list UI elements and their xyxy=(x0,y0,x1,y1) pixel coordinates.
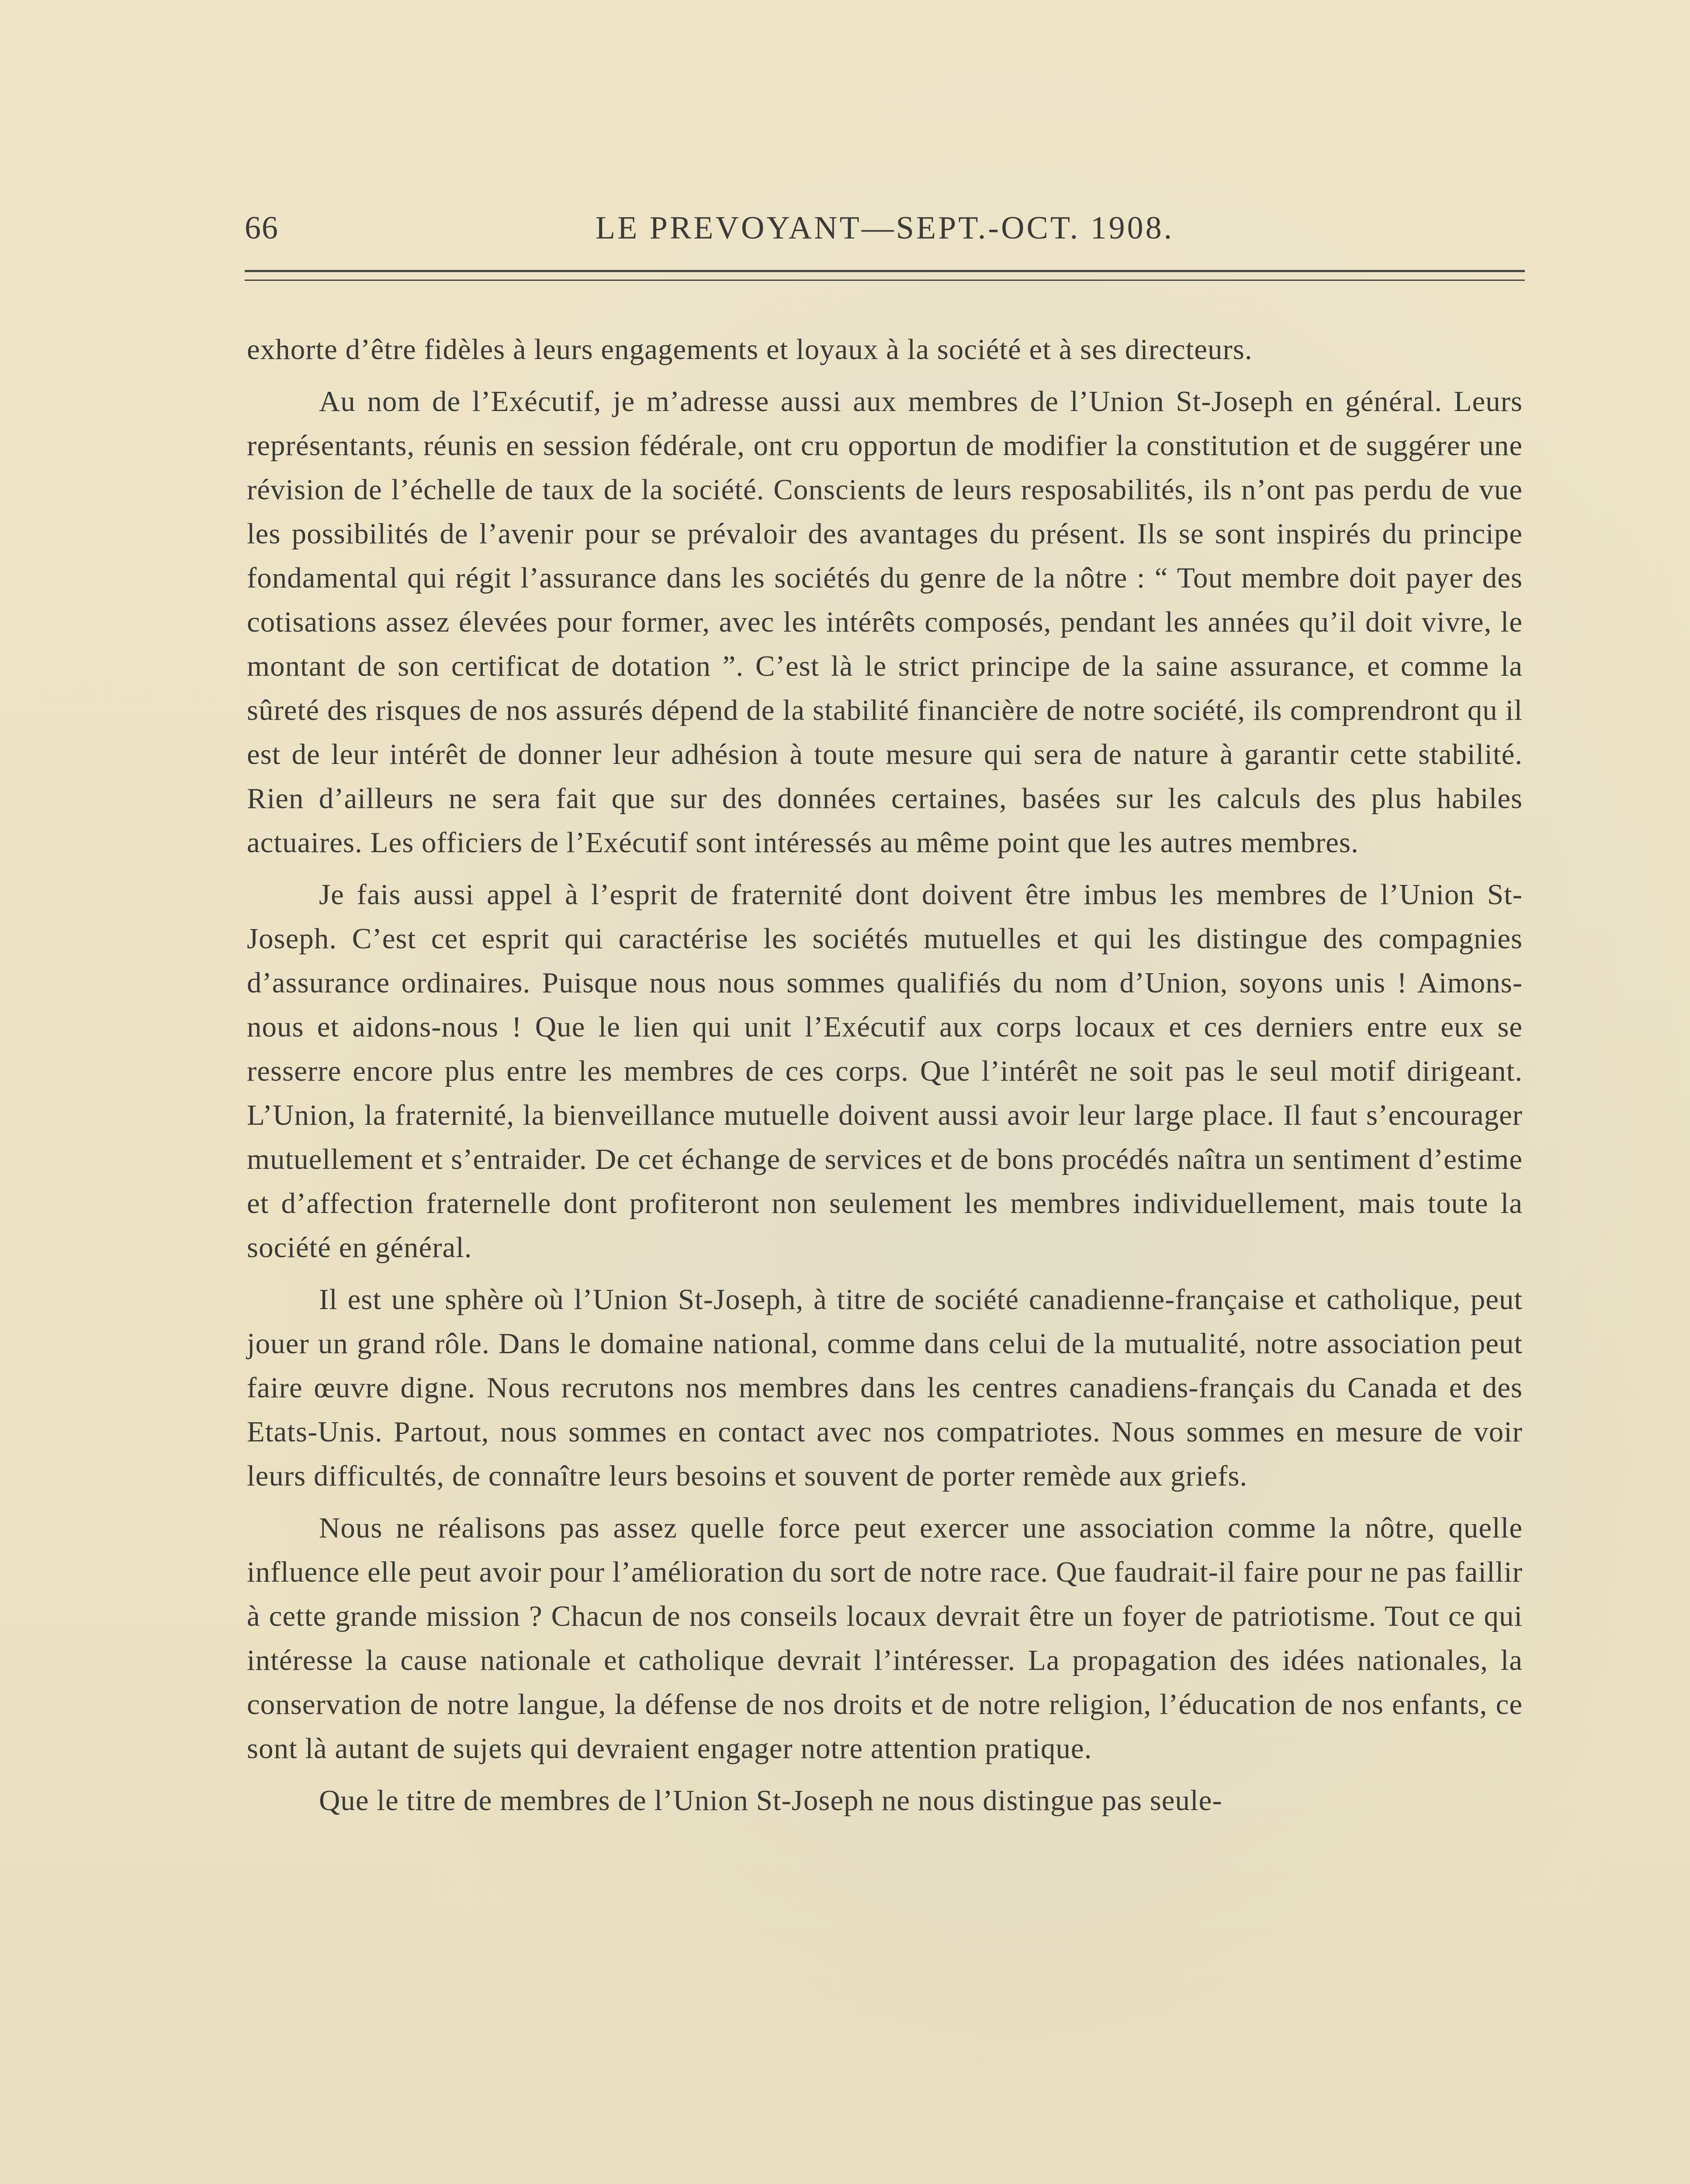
running-title: LE PREVOYANT—SEPT.-OCT. 1908. xyxy=(595,210,1174,246)
paragraph: exhorte d’être fidèles à leurs engagements et loyaux à la société et à ses directeurs. xyxy=(247,333,1253,366)
paragraph: Au nom de l’Exécutif, je m’adresse aussi aux membres de l’Union St-Joseph en général. Leurs représentants, réunis en session fédérale, ont cru opportun de modifier la constitution et de suggérer une révision de l’échelle de taux de la société. Conscients de leurs resposabilités, ils n’ont pas perdu de vue les possibilités de l’avenir pour se prévaloir des avantages du présent. Ils se sont inspirés du principe fondamental qui régit l’assurance dans les sociétés du genre de la nôtre : “ Tout membre doit payer des cotisations assez élevées pour former, avec les intérêts composés, pendant les années qu’il doit vivre, le montant de son certificat de dotation ”. C’est là le strict principe de la saine assurance, et comme la sûreté des risques de nos assurés dépend de la stabilité financière de notre société, ils comprendront qu il est de leur intérêt de donner leur adhésion à toute mesure qui sera de nature à garantir cette stabilité. Rien d’ailleurs ne sera fait que sur des données certaines, basées sur les calculs des plus habiles actuaires. Les officiers de l’Exécutif sont intéressés au même point que les autres membres. xyxy=(247,385,1523,859)
header-rule-top xyxy=(245,270,1525,272)
paragraph: Il est une sphère où l’Union St-Joseph, à titre de société canadienne-française et catholique, peut jouer un grand rôle. Dans le domaine national, comme dans celui de la mutualité, notre association peut faire œuvre digne. Nous recrutons nos membres dans les centres canadiens-français du Canada et des Etats-Unis. Partout, nous sommes en contact avec nos compatriotes. Nous sommes en mesure de voir leurs difficultés, de connaître leurs besoins et souvent de porter remède aux griefs. xyxy=(247,1283,1523,1492)
paragraph: Que le titre de membres de l’Union St-Joseph ne nous distingue pas seule- xyxy=(319,1784,1222,1817)
article-body xyxy=(247,328,1523,1823)
page-header xyxy=(245,205,1525,253)
paragraph: Je fais aussi appel à l’esprit de fraternité dont doivent être imbus les membres de l’Union St-Joseph. C’est cet esprit qui caractérise les sociétés mutuelles et qui les distingue des compagnies d’assurance ordinaires. Puisque nous nous sommes qualifiés du nom d’Union, soyons unis ! Aimons-nous et aidons-nous ! Que le lien qui unit l’Exécutif aux corps locaux et ces derniers entre eux se resserre encore plus entre les membres de ces corps. Que l’intérêt ne soit pas le seul motif dirigeant. L’Union, la fraternité, la bienveillance mutuelle doivent aussi avoir leur large place. Il faut s’encourager mutuellement et s’entraider. De cet échange de services et de bons procédés naîtra un sentiment d’estime et d’affection fraternelle dont profiteront non seulement les membres individuellement, mais toute la société en général. xyxy=(247,878,1523,1264)
page-number: 66 xyxy=(245,210,279,246)
paragraph: Nous ne réalisons pas assez quelle force peut exercer une association comme la nôtre, quelle influence elle peut avoir pour l’amélioration du sort de notre race. Que faudrait-il faire pour ne pas faillir à cette grande mission ? Chacun de nos conseils locaux devrait être un foyer de patriotisme. Tout ce qui intéresse la cause nationale et catholique devrait l’intéresser. La propagation des idées nationales, la conservation de notre langue, la défense de nos droits et de notre religion, l’éducation de nos enfants, ce sont là autant de sujets qui devraient engager notre attention pratique. xyxy=(247,1512,1523,1765)
header-rule-bottom xyxy=(245,280,1525,281)
